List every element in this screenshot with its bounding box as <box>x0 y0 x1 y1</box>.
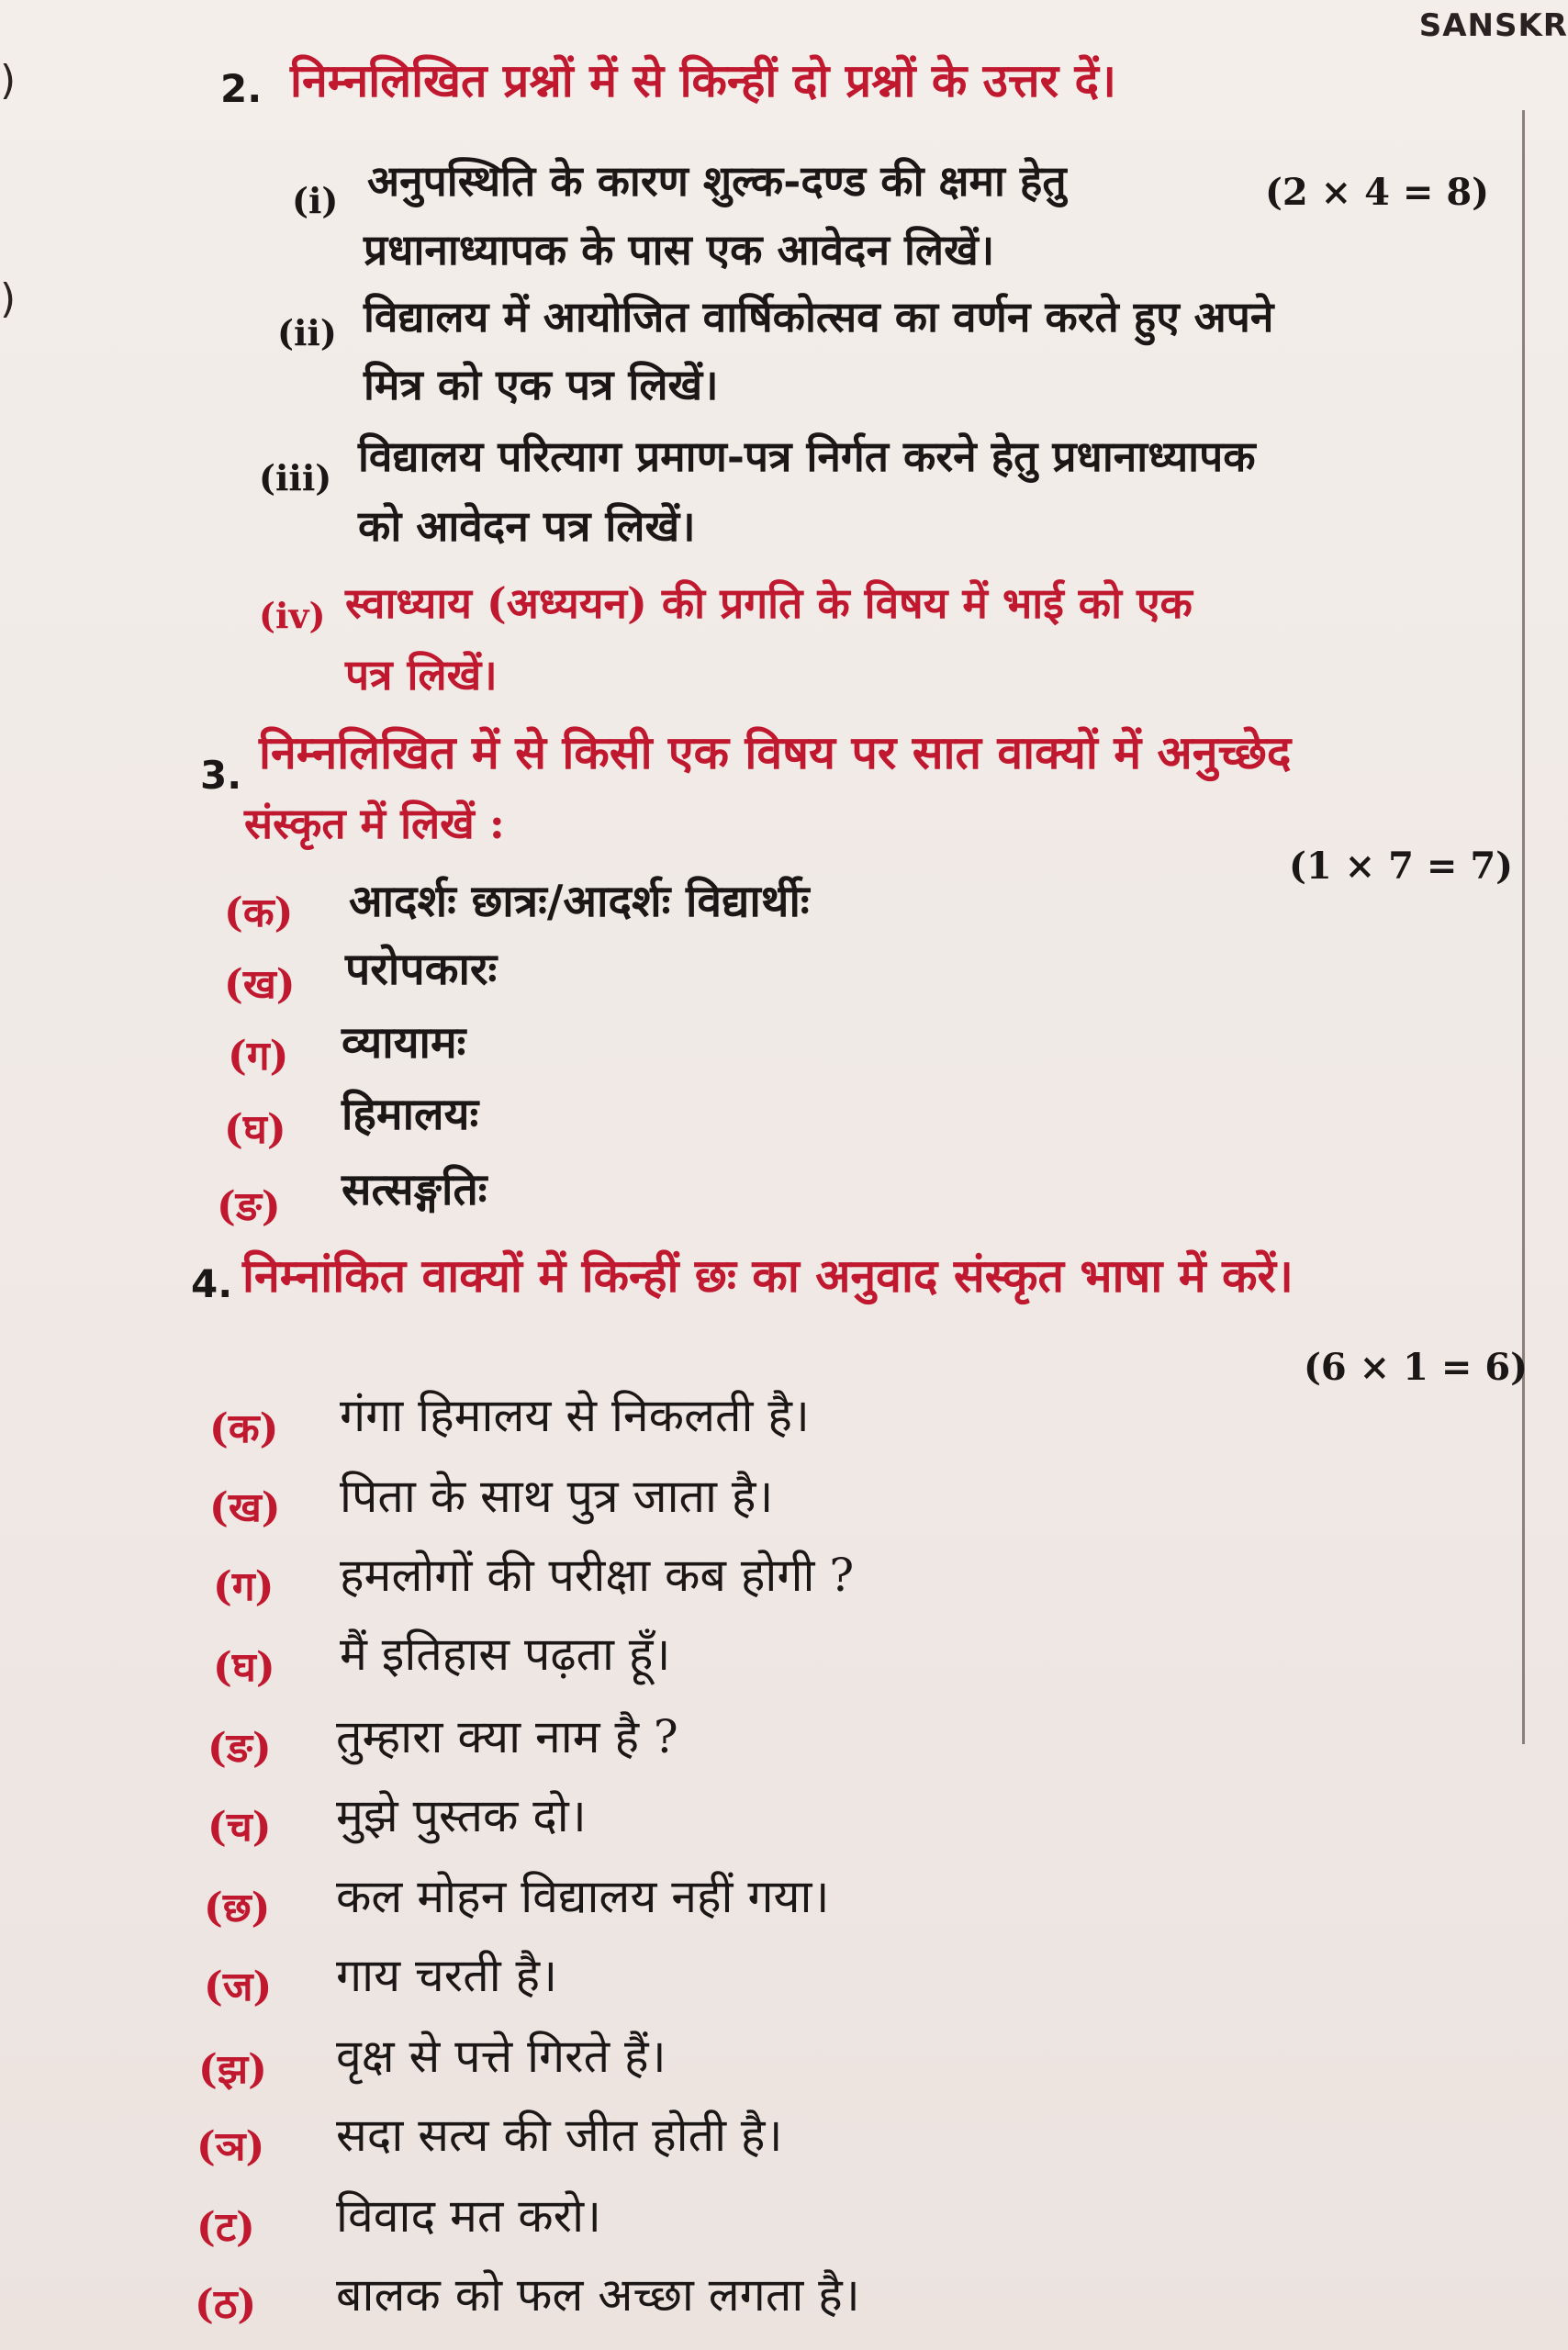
q4-sentence-text-ga: हमलोगों की परीक्षा कब होगी ? <box>340 1549 855 1602</box>
q4-sentence-text-kha: पिता के साथ पुत्र जाता है। <box>340 1470 774 1523</box>
q4-sentence-text-tha: बालक को फल अच्छा लगता है। <box>336 2268 860 2322</box>
q2-marks: (2 × 4 = 8) <box>1265 171 1490 214</box>
q3-option-label-ga: (ग) <box>228 1033 289 1080</box>
q4-sentence-text-ta: विवाद मत करो। <box>336 2189 601 2243</box>
q3-option-label-nga: (ङ) <box>217 1183 281 1230</box>
q3-marks: (1 × 7 = 7) <box>1289 845 1514 888</box>
q4-sentence-label-jha: (झ) <box>198 2046 267 2093</box>
q4-sentence-text-ja: गाय चरती है। <box>336 1949 558 2002</box>
q2-item-iii-label: (iii) <box>259 457 332 498</box>
q4-marks: (6 × 1 = 6) <box>1304 1346 1529 1389</box>
q2-item-iv-line2: पत्र लिखें। <box>345 650 498 699</box>
edge-mark-1: ) <box>0 57 17 104</box>
q4-sentence-label-ga: (ग) <box>213 1563 274 1610</box>
q3-option-text-gha: हिमालयः <box>342 1089 479 1140</box>
q3-option-text-nga: सत्सङ्गतिः <box>342 1164 487 1215</box>
q4-sentence-label-nya: (ञ) <box>196 2123 265 2170</box>
page-header: SANSKR <box>1418 7 1568 44</box>
q3-number: 3. <box>200 753 242 798</box>
q2-item-ii-label: (ii) <box>277 312 337 353</box>
edge-mark-2: ) <box>0 275 17 322</box>
q2-item-iv-label: (iv) <box>259 595 326 636</box>
q4-sentence-text-chha: कल मोहन विद्यालय नहीं गया। <box>336 1870 830 1923</box>
q2-number: 2. <box>220 66 263 111</box>
q4-sentence-label-kha: (ख) <box>209 1484 281 1531</box>
q4-sentence-label-chha: (छ) <box>204 1885 271 1931</box>
q3-option-label-kha: (ख) <box>224 961 296 1008</box>
q3-option-text-kha: परोपकारः <box>345 944 498 995</box>
q2-item-i-label: (i) <box>292 180 339 221</box>
q4-sentence-text-nga: तुम्हारा क्या नाम है ? <box>336 1710 678 1763</box>
q2-item-ii-line2: मित्र को एक पत्र लिखें। <box>364 360 719 409</box>
q2-item-i-line1: अनुपस्थिति के कारण शुल्क-दण्ड की क्षमा हेतु <box>367 156 1067 206</box>
q3-option-label-ka: (क) <box>224 890 294 936</box>
q2-prompt: निम्नलिखित प्रश्नों में से किन्हीं दो प्रश्नों के उत्तर दें। <box>290 53 1116 107</box>
q4-sentence-text-ka: गंगा हिमालय से निकलती है। <box>340 1389 810 1442</box>
q2-item-ii-line1: विद्यालय में आयोजित वार्षिकोत्सव का वर्णन करते हुए अपने <box>364 292 1274 341</box>
q4-sentence-label-nga: (ङ) <box>207 1725 272 1772</box>
q4-prompt: निम्नांकित वाक्यों में किन्हीं छः का अनुवाद संस्कृत भाषा में करें। <box>242 1248 1294 1303</box>
q3-option-text-ka: आदर्शः छात्रः/आदर्शः विद्यार्थीः <box>349 876 810 927</box>
q2-item-iii-line2: को आवेदन पत्र लिखें। <box>358 501 696 551</box>
q3-prompt-line1: निम्नलिखित में से किसी एक विषय पर सात वाक्यों में अनुच्छेद <box>259 725 1292 779</box>
q3-prompt-line2: संस्कृत में लिखें : <box>244 799 505 848</box>
q3-option-text-ga: व्यायामः <box>342 1017 466 1069</box>
q4-sentence-text-jha: वृक्ष से पत्ते गिरते हैं। <box>336 2030 666 2083</box>
q4-sentence-label-tha: (ठ) <box>195 2281 257 2328</box>
q4-number: 4. <box>191 1261 233 1306</box>
q4-sentence-label-ja: (ज) <box>204 1964 273 2010</box>
q2-item-iii-line1: विद्यालय परित्याग प्रमाण-पत्र निर्गत करने हेतु प्रधानाध्यापक <box>358 431 1256 481</box>
q4-sentence-label-ta: (ट) <box>196 2204 255 2251</box>
q4-sentence-label-gha: (घ) <box>213 1644 275 1691</box>
q4-sentence-label-cha: (च) <box>207 1804 272 1851</box>
q4-sentence-text-nya: सदा सत्य की जीत होती है। <box>336 2109 783 2162</box>
q2-item-iv-line1: स्वाध्याय (अध्ययन) की प्रगति के विषय में भाई को एक <box>345 578 1193 628</box>
q2-item-i-line2: प्रधानाध्यापक के पास एक आवेदन लिखें। <box>364 225 995 274</box>
q4-sentence-text-cha: मुझे पुस्तक दो। <box>336 1789 587 1842</box>
margin-rule <box>1522 110 1525 1744</box>
q4-sentence-text-gha: मैं इतिहास पढ़ता हूँ। <box>340 1628 671 1681</box>
q4-sentence-label-ka: (क) <box>209 1405 279 1452</box>
q3-option-label-gha: (घ) <box>224 1106 286 1153</box>
